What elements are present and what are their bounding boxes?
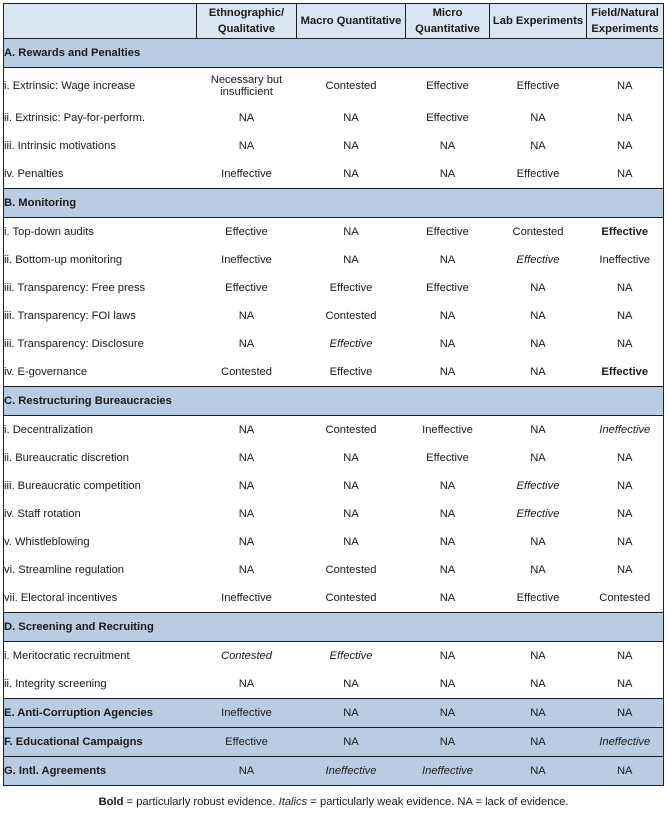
table-row [4, 132, 664, 160]
table-cell: Effective [329, 338, 373, 350]
row-label: i. Extrinsic: Wage increase [4, 68, 197, 105]
table-row [4, 330, 664, 358]
table-cell: NA [343, 508, 359, 520]
table-cell: NA [530, 650, 546, 662]
section-cell: Ineffective [587, 728, 664, 757]
table-row [4, 670, 664, 699]
table-cell: NA [197, 670, 297, 699]
table-cell: NA [343, 452, 359, 464]
table-cell: NA [238, 452, 255, 464]
table-cell: NA [587, 132, 664, 160]
section-cell: NA [490, 757, 587, 786]
legend-note [0, 796, 667, 808]
table-cell: Effective [490, 160, 587, 189]
row-label: ii. Bureaucratic discretion [4, 444, 197, 472]
table-cell: NA [587, 500, 664, 528]
table-cell: Effective [516, 508, 560, 520]
section-header-fill [587, 39, 664, 68]
row-label: iii. Transparency: FOI laws [4, 302, 197, 330]
table-cell: NA [587, 642, 664, 671]
table-cell: NA [406, 160, 490, 189]
section-header-row [4, 757, 664, 786]
table-row [4, 472, 664, 500]
table-cell: Ineffective [197, 160, 297, 189]
table-cell: Effective [297, 358, 406, 387]
table-cell: Necessary but insufficient [210, 74, 283, 98]
table-cell: NA [343, 226, 359, 238]
table-cell: Contested [297, 584, 406, 613]
table-cell: NA [439, 480, 456, 492]
table-cell: NA [238, 424, 255, 436]
legend-italic-term: Italics [278, 796, 308, 808]
table-cell: NA [587, 472, 664, 500]
table-cell: NA [238, 564, 255, 576]
row-label: i. Meritocratic recruitment [4, 642, 197, 671]
section-header-fill [197, 387, 297, 416]
table-row [4, 302, 664, 330]
table-cell: Effective [426, 226, 469, 238]
table-row [4, 274, 664, 302]
table-cell: NA [530, 452, 546, 464]
evidence-table [3, 3, 664, 786]
table-cell: NA [238, 112, 255, 124]
table-cell: Ineffective [197, 584, 297, 613]
table-row [4, 416, 664, 445]
table-cell: NA [406, 670, 490, 699]
table-cell: NA [587, 670, 664, 699]
section-header-row [4, 387, 664, 416]
section-cell: NA [490, 699, 587, 728]
section-header-fill [587, 387, 664, 416]
table-cell: NA [406, 584, 490, 613]
table-cell: NA [238, 536, 255, 548]
section-cell: NA [297, 728, 406, 757]
table-cell: NA [530, 424, 546, 436]
table-cell: NA [587, 68, 664, 105]
header-row [4, 4, 664, 39]
table-row [4, 104, 664, 132]
table-cell: NA [238, 508, 255, 520]
row-label: iii. Transparency: Disclosure [4, 330, 197, 358]
table-cell: Ineffective [422, 424, 473, 436]
section-header-fill [406, 613, 490, 642]
table-cell: Effective [516, 480, 560, 492]
table-cell: NA [238, 310, 255, 322]
table-cell: NA [439, 650, 456, 662]
table-cell: NA [530, 536, 546, 548]
section-header-fill [490, 189, 587, 218]
section-header-fill [297, 189, 406, 218]
column-header: Field/Natural Experiments [587, 4, 664, 39]
table-cell: NA [343, 536, 359, 548]
table-cell: NA [439, 140, 456, 152]
row-label: i. Top-down audits [4, 218, 197, 247]
table-cell: NA [587, 160, 664, 189]
section-cell: NA [587, 757, 664, 786]
legend-italic-text: = particularly weak evidence. NA = lack of evidence. [307, 796, 569, 808]
table-cell: NA [343, 140, 359, 152]
section-header-row [4, 699, 664, 728]
table-cell: Contested [325, 310, 377, 322]
section-title: G. Intl. Agreements [4, 757, 197, 786]
row-label: vii. Electoral incentives [4, 584, 197, 613]
table-cell: NA [238, 480, 255, 492]
table-row [4, 246, 664, 274]
table-cell: Effective [329, 282, 373, 294]
section-cell: NA [297, 699, 406, 728]
table-cell: NA [343, 254, 359, 266]
section-header-row [4, 613, 664, 642]
section-header-row [4, 39, 664, 68]
row-label: v. Whistleblowing [4, 528, 197, 556]
section-header-fill [297, 39, 406, 68]
row-label: ii. Extrinsic: Pay-for-perform. [4, 104, 197, 132]
table-cell: Effective [587, 358, 664, 387]
section-cell: Effective [197, 728, 297, 757]
table-row [4, 160, 664, 189]
section-header-fill [197, 613, 297, 642]
table-cell: Effective [426, 80, 469, 92]
section-title: C. Restructuring Bureaucracies [4, 387, 197, 416]
column-header: Micro Quantitative [406, 4, 490, 39]
table-cell: NA [587, 104, 664, 132]
section-header-fill [587, 189, 664, 218]
table-cell: NA [587, 274, 664, 302]
section-header-fill [587, 613, 664, 642]
section-cell: NA [490, 728, 587, 757]
table-row [4, 556, 664, 584]
section-header-fill [406, 189, 490, 218]
table-row [4, 500, 664, 528]
table-cell: NA [406, 358, 490, 387]
section-cell: Ineffective [297, 757, 406, 786]
table-row [4, 68, 664, 105]
table-cell: NA [343, 112, 359, 124]
section-cell: Ineffective [406, 757, 490, 786]
table-row [4, 584, 664, 613]
table-cell: NA [297, 160, 406, 189]
table-cell: NA [439, 254, 456, 266]
section-cell: NA [406, 728, 490, 757]
table-cell: Ineffective [587, 416, 664, 445]
table-cell: Contested [325, 80, 377, 92]
table-cell: NA [587, 444, 664, 472]
table-cell: Contested [221, 650, 272, 662]
table-cell: NA [587, 330, 664, 358]
table-cell: NA [490, 670, 587, 699]
section-header-fill [197, 189, 297, 218]
table-cell: NA [439, 338, 456, 350]
table-cell: NA [530, 338, 546, 350]
table-cell: NA [238, 338, 255, 350]
table-row [4, 358, 664, 387]
table-cell: Effective [587, 218, 664, 247]
section-header-fill [297, 613, 406, 642]
table-cell: NA [238, 140, 255, 152]
row-label: i. Decentralization [4, 416, 197, 445]
table-cell: Effective [426, 282, 469, 294]
section-title: F. Educational Campaigns [4, 728, 197, 757]
table-cell: Effective [225, 282, 268, 294]
table-cell: NA [530, 310, 546, 322]
table-cell: NA [587, 302, 664, 330]
column-header: Ethnographic/ Qualitative [197, 4, 297, 39]
row-label: iii. Transparency: Free press [4, 274, 197, 302]
table-body [4, 39, 664, 786]
section-header-row [4, 189, 664, 218]
table-cell: Contested [325, 424, 377, 436]
table-cell: Contested [197, 358, 297, 387]
table-row [4, 528, 664, 556]
legend-bold-text: = particularly robust evidence. [123, 796, 279, 808]
table-cell: NA [530, 112, 546, 124]
section-title: A. Rewards and Penalties [4, 39, 197, 68]
section-header-row [4, 728, 664, 757]
column-header: Lab Experiments [490, 4, 587, 39]
table-cell: NA [530, 282, 546, 294]
section-title: D. Screening and Recruiting [4, 613, 197, 642]
table-cell: NA [587, 528, 664, 556]
row-label: iv. Penalties [4, 160, 197, 189]
table-cell: NA [530, 564, 546, 576]
table-cell: NA [439, 508, 456, 520]
table-row [4, 444, 664, 472]
row-label: vi. Streamline regulation [4, 556, 197, 584]
table-cell: NA [490, 358, 587, 387]
section-title: E. Anti-Corruption Agencies [4, 699, 197, 728]
section-header-fill [490, 387, 587, 416]
table-cell: Effective [490, 584, 587, 613]
section-header-fill [490, 613, 587, 642]
table-cell: Contested [512, 226, 564, 238]
table-cell: NA [439, 536, 456, 548]
row-label: iii. Bureaucratic competition [4, 472, 197, 500]
section-cell: NA [406, 699, 490, 728]
section-header-fill [406, 387, 490, 416]
table-cell: NA [587, 556, 664, 584]
table-cell: NA [439, 310, 456, 322]
column-header: Macro Quantitative [297, 4, 406, 39]
header-corner [4, 4, 197, 39]
table-row [4, 642, 664, 671]
table-cell: Effective [225, 226, 268, 238]
section-header-fill [490, 39, 587, 68]
table-cell: NA [530, 140, 546, 152]
row-label: iv. Staff rotation [4, 500, 197, 528]
section-cell: Ineffective [197, 699, 297, 728]
table-cell: Ineffective [587, 246, 664, 274]
legend-bold-term: Bold [98, 796, 124, 808]
table-cell: Contested [587, 584, 664, 613]
section-header-fill [297, 387, 406, 416]
table-cell: Effective [426, 112, 469, 124]
row-label: iv. E-governance [4, 358, 197, 387]
table-cell: Effective [329, 650, 373, 662]
table-cell: NA [297, 670, 406, 699]
section-cell: NA [587, 699, 664, 728]
table-cell: Contested [325, 564, 377, 576]
table-cell: NA [439, 564, 456, 576]
section-cell: NA [197, 757, 297, 786]
section-header-fill [406, 39, 490, 68]
row-label: iii. Intrinsic motivations [4, 132, 197, 160]
table-cell: Effective [516, 80, 560, 92]
table-row [4, 218, 664, 247]
row-label: ii. Integrity screening [4, 670, 197, 699]
section-title: B. Monitoring [4, 189, 197, 218]
table-cell: Effective [426, 452, 469, 464]
row-label: ii. Bottom-up monitoring [4, 246, 197, 274]
section-header-fill [197, 39, 297, 68]
table-cell: Effective [516, 254, 560, 266]
table-cell: Ineffective [221, 254, 272, 266]
table-cell: NA [343, 480, 359, 492]
